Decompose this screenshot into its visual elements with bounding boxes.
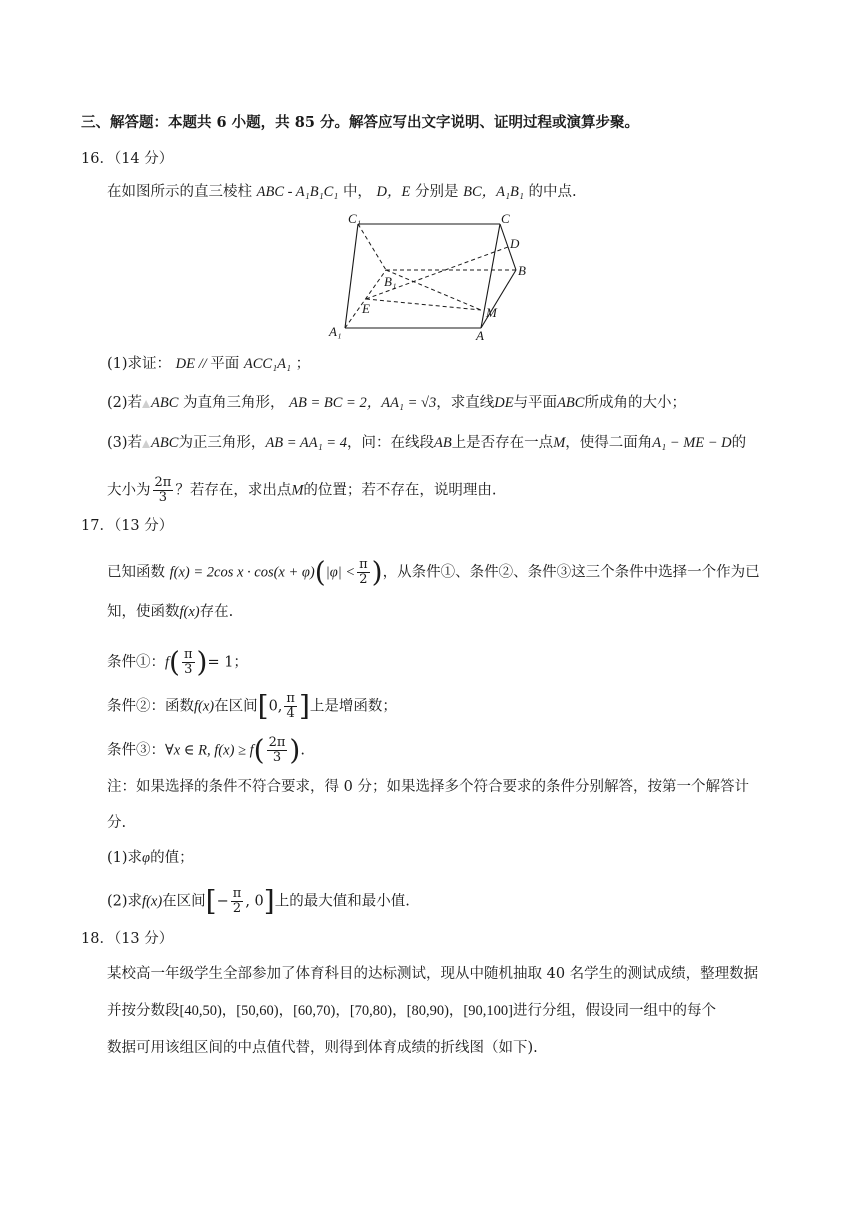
q17-note-line2: 分.	[107, 815, 127, 831]
fraction-2pi-3: $\frac{2\pi}{3}$	[154, 475, 172, 505]
q16-part3-line2	[107, 476, 497, 505]
q16-intro-text: 中，	[342, 184, 372, 200]
q17-p2-fx: f(x)	[142, 893, 163, 910]
q18-line1: 某校高一年级学生全部参加了体育科目的达标测试，现从中随机抽取 40 名学生的测试成绩，整理数据	[107, 966, 759, 982]
q16-p3-text: 为正三角形，	[178, 435, 266, 451]
paren-open: (	[253, 733, 265, 767]
q17-condition-3	[107, 733, 305, 767]
prism-figure	[326, 212, 536, 342]
triangle-symbol	[142, 440, 150, 448]
q17-c1-f: f	[165, 654, 170, 671]
q17-note-line1: 注：如果选择的条件不符合要求，得 0 分；如果选择多个符合要求的条件分别解答，按第一个解答计	[107, 779, 749, 795]
q16-prism-name: ABC - A₁B₁C₁	[256, 184, 339, 200]
q17-p1-text: 的值；	[150, 850, 194, 866]
q16-p3-segment: AB	[433, 435, 452, 451]
q16-part1	[107, 354, 310, 374]
bracket-close: ]	[298, 689, 310, 723]
q17-c2-text: 条件②：函数	[107, 698, 194, 715]
q16-p1-text: (1)求证：	[107, 356, 172, 372]
q16-points-de: D，E	[376, 184, 411, 200]
q16-p3-text: ？若存在，求出点	[175, 482, 292, 499]
q17-fx: f(x)	[179, 604, 200, 620]
segment-e-m	[366, 299, 481, 310]
fraction-pi-4: $\frac{\pi}{4}$	[286, 691, 295, 721]
edge-c1-a1	[345, 224, 358, 328]
q16-intro	[107, 182, 577, 202]
label-a: A	[476, 328, 484, 342]
q17-p2-zero: , 0	[245, 893, 264, 910]
q17-c3-text: 条件③：	[107, 742, 165, 759]
q16-p3-point: M	[291, 482, 304, 499]
q17-p1-text: (1)求	[107, 850, 143, 866]
q18-line2-text: 进行分组，假设同一组中的每个	[512, 1003, 716, 1019]
q16-intro-text: 分别是	[415, 184, 459, 200]
fraction-pi-2: $\frac{\pi}{2}$	[359, 557, 368, 587]
section-heading: 三、解答题：本题共 6 小题，共 85 分。解答应写出文字说明、证明过程或演算步聚。	[81, 114, 639, 131]
bracket-close: ]	[263, 884, 275, 918]
q16-p3-text: ，问：在线段	[346, 435, 434, 451]
bracket-open: [	[257, 689, 269, 723]
q16-p3-text: 的位置；若不存在，说明理由.	[303, 482, 497, 499]
q16-p2-text: (2)若	[107, 395, 143, 411]
q17-c3-text: .	[300, 742, 305, 759]
q16-p3-text: 的	[731, 435, 747, 451]
q17-c2-fx: f(x)	[194, 698, 215, 715]
q16-p3-dihedral: A₁ − ME − D	[652, 435, 732, 451]
q17-c1-text: 条件①：	[107, 654, 165, 671]
paren-open: (	[169, 645, 180, 679]
edge-c1-b1	[358, 224, 386, 270]
q17-function: f(x) = 2cos x · cos(x + φ)	[169, 564, 315, 581]
q17-intro-text: 已知函数	[107, 564, 165, 581]
q17-intro-text: ，从条件①、条件②、条件③这三个条件中选择一个作为已	[382, 564, 760, 581]
q16-p3-text: 上是否存在一点	[451, 435, 554, 451]
q18-line3: 数据可用该组区间的中点值代替，则得到体育成绩的折线图（如下).	[107, 1040, 538, 1056]
paren-open: (	[314, 555, 326, 589]
label-m: M	[486, 305, 497, 320]
q16-p3-equation: AB = AA₁ = 4	[265, 435, 347, 451]
q16-p1-text: ；	[295, 356, 311, 372]
q17-part1	[107, 848, 194, 868]
q17-number: 17．（13 分）	[81, 518, 174, 534]
q17-condition-1	[107, 645, 248, 679]
q16-p2-text: 为直角三角形，	[183, 395, 285, 411]
fraction-pi-2: $\frac{\pi}{2}$	[232, 886, 242, 916]
q17-intro-text: 存在.	[199, 604, 234, 620]
q17-p2-text: (2)求	[107, 893, 143, 910]
q16-p2-plane: ABC	[557, 395, 585, 411]
q16-segments: BC，A₁B₁	[463, 184, 524, 200]
q17-p1-phi: φ	[142, 850, 151, 866]
fraction-pi-3: $\frac{\pi}{3}$	[183, 647, 193, 677]
q17-p2-text: 上的最大值和最小值.	[274, 893, 410, 910]
q16-intro-text: 在如图所示的直三棱柱	[107, 184, 252, 200]
q17-intro-line2	[107, 602, 233, 622]
q16-p3-text: 大小为	[107, 482, 151, 499]
label-e: E	[362, 301, 370, 316]
segment-b1-m	[386, 270, 481, 310]
label-b: B	[518, 263, 526, 278]
label-c: C	[501, 212, 510, 226]
q18-line2-text: 并按分数段	[107, 1003, 180, 1019]
q18-line2	[107, 1001, 716, 1021]
label-c1: C₁	[348, 212, 362, 226]
label-b1: B₁	[384, 274, 397, 289]
q17-p2-text: 在区间	[162, 893, 206, 910]
q16-p2-text: ，求直线	[436, 395, 495, 411]
q17-c3-expr: ∀x ∈ R, f(x) ≥ f	[165, 742, 254, 759]
q17-c2-text: 上是增函数；	[309, 698, 397, 715]
q16-p3-point: M	[553, 435, 566, 451]
q17-intro-line1	[107, 555, 760, 589]
q16-p1-plane: ACC₁A₁	[243, 356, 292, 372]
q16-part3-line1	[107, 433, 746, 453]
fraction-2pi-3: $\frac{2\pi}{3}$	[268, 735, 286, 765]
paren-close: )	[371, 555, 383, 589]
q16-p1-expr: DE //	[175, 356, 211, 372]
q16-p2-line: DE	[494, 395, 514, 411]
q17-part2	[107, 884, 410, 918]
q17-c2-text: 在区间	[214, 698, 258, 715]
q16-p1-text: 平面	[210, 356, 240, 372]
triangle-symbol	[142, 400, 150, 408]
q17-intro-text: 知，使函数	[107, 604, 180, 620]
q16-p2-text: 与平面	[513, 395, 558, 411]
bracket-open: [	[205, 884, 217, 918]
q18-number: 18．（13 分）	[81, 931, 174, 947]
label-d: D	[510, 236, 520, 251]
q16-p2-triangle: ABC	[151, 395, 179, 411]
segment-e-d	[366, 247, 508, 299]
paren-close: )	[196, 645, 208, 679]
paren-close: )	[289, 733, 301, 767]
q17-phi-condition: |φ| <	[325, 564, 356, 581]
q17-p2-minus: −	[216, 893, 229, 910]
q16-intro-text: 的中点.	[528, 184, 577, 200]
q16-p3-triangle: ABC	[151, 435, 179, 451]
q16-number: 16．（14 分）	[81, 151, 174, 167]
q16-part2	[107, 393, 686, 413]
q16-p2-equation: AB = BC = 2，AA₁ = √3	[289, 395, 437, 411]
q16-p3-text: ，使得二面角	[565, 435, 653, 451]
q17-condition-2	[107, 689, 397, 723]
q17-c2-zero: 0,	[268, 698, 283, 715]
q16-p2-text: 所成角的大小；	[584, 395, 686, 411]
q17-c1-text: = 1；	[207, 654, 248, 671]
q18-intervals: [40,50)，[50,60)，[60,70)，[70,80)，[80,90)，[90,100]	[179, 1003, 513, 1019]
label-a1: A₁	[329, 324, 342, 339]
q16-p3-text: (3)若	[107, 435, 143, 451]
